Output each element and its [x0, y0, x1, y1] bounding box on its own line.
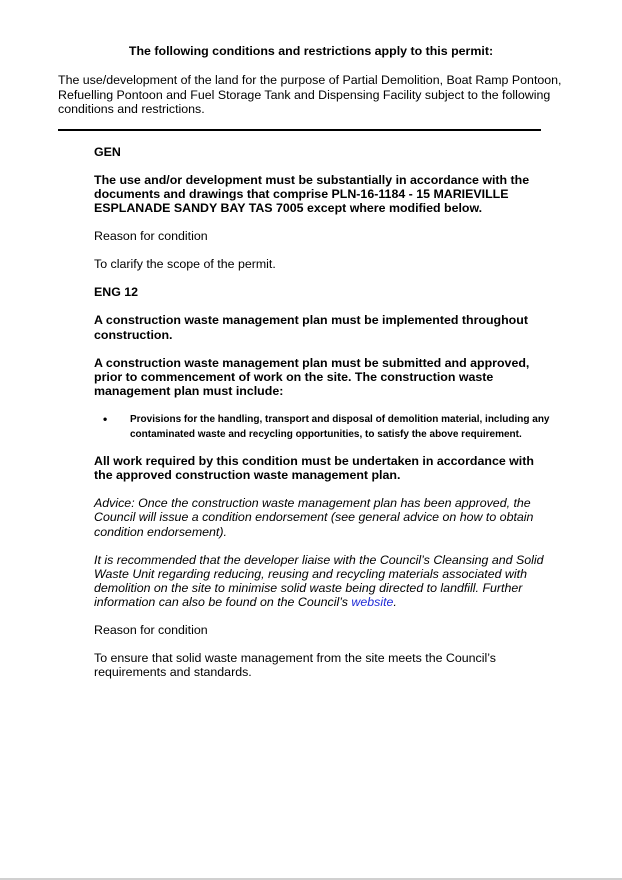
- page-heading: The following conditions and restrictions apply to this permit:: [128, 44, 494, 58]
- gen-code: GEN: [94, 145, 121, 159]
- eng12-condition-3: All work required by this condition must be undertaken in accordance with the approved construction waste management plan.: [94, 454, 534, 483]
- gen-reason-label: Reason for condition: [94, 229, 208, 244]
- conditions-section: [94, 145, 554, 693]
- list-item: [94, 412, 554, 442]
- eng12-reason: To ensure that solid waste management from the site meets the Council’s requirements and standards.: [94, 651, 496, 680]
- eng12-advice: Advice: Once the construction waste management plan has been approved, the Council will issue a condition endorsement (see general advice on how to obtain condition endorsement).: [94, 496, 534, 539]
- eng12-recommendation: [94, 553, 554, 610]
- recommendation-suffix: .: [393, 595, 397, 610]
- eng12-condition-1: A construction waste management plan must be implemented throughout construction.: [94, 313, 528, 342]
- eng12-code: ENG 12: [94, 285, 139, 300]
- bullet-text: Provisions for the handling, transport and disposal of demolition material, including any contaminated waste and recycling opportunities, to satisfy the above requirement.: [130, 414, 550, 441]
- bullet-icon: •: [103, 412, 108, 427]
- website-link[interactable]: website: [351, 595, 394, 610]
- gen-reason: To clarify the scope of the permit.: [94, 257, 276, 272]
- intro-paragraph: The use/development of the land for the purpose of Partial Demolition, Boat Ramp Pontoon, Refuelling Pontoon and Fuel Storage Tank and Dispensing Facility subject to the following conditions and restrictions.: [58, 73, 562, 116]
- eng12-bullet-list: [94, 412, 554, 442]
- gen-condition: The use and/or development must be substantially in accordance with the documents and drawings that comprise PLN-16-1184 - 15 MARIEVILLE ESPLANADE SANDY BAY TAS 7005 except where modified below.: [94, 173, 530, 216]
- horizontal-divider: [58, 129, 541, 131]
- eng12-condition-2: A construction waste management plan must be submitted and approved, prior to commencement of work on the site. The construction waste management plan must include:: [94, 355, 530, 399]
- recommendation-text: It is recommended that the developer liaise with the Council’s Cleansing and Solid Waste Unit regarding reducing, reusing and recycling materials associated with demolition on the site to minimise solid waste being directed to landfill. Further information can also be found on the Council’s: [94, 552, 544, 610]
- eng12-reason-label: Reason for condition: [94, 623, 208, 638]
